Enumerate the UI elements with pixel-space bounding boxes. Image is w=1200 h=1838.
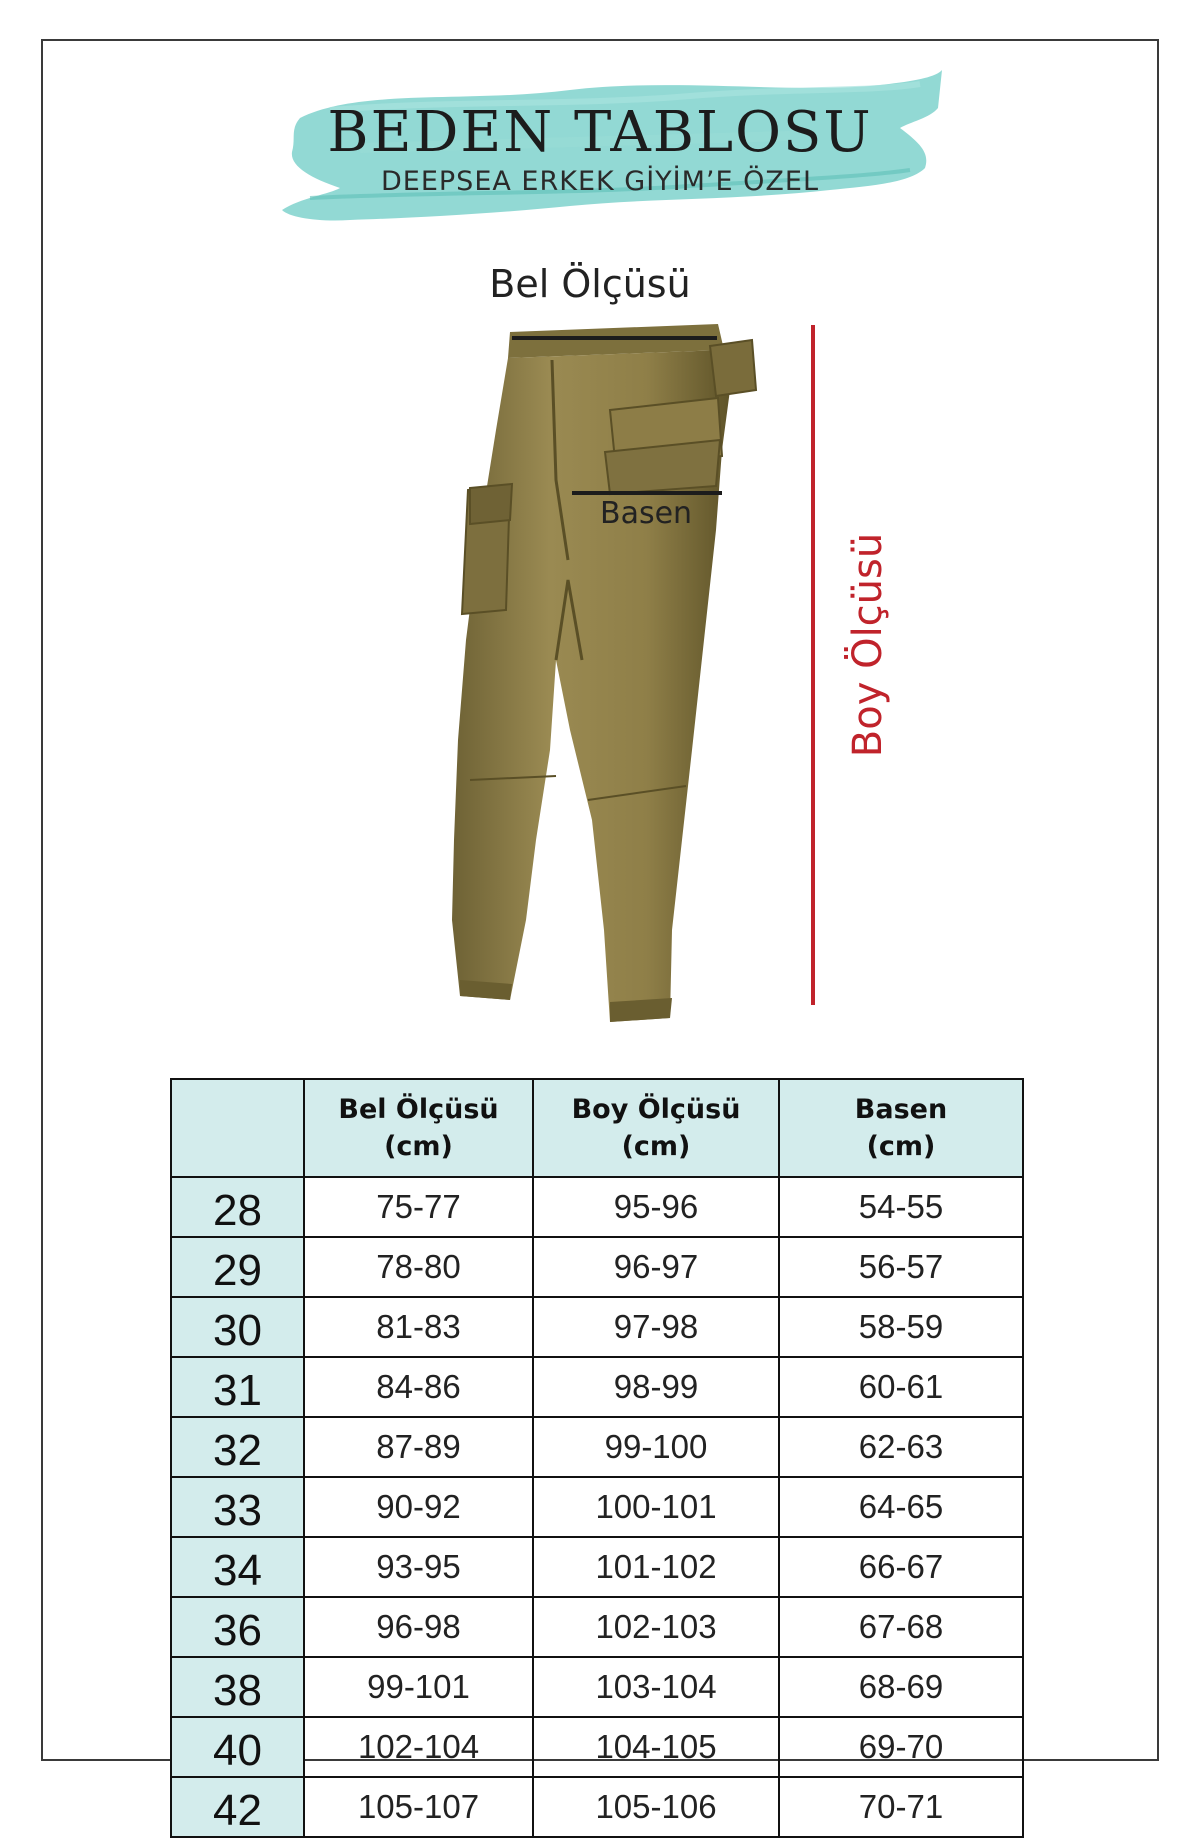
table-row bbox=[171, 1417, 1023, 1477]
hip-cell: 69-70 bbox=[779, 1717, 1023, 1777]
hip-cell: 60-61 bbox=[779, 1357, 1023, 1417]
table-row bbox=[171, 1657, 1023, 1717]
size-cell: 40 bbox=[171, 1717, 304, 1777]
waist-cell: 81-83 bbox=[304, 1297, 533, 1357]
length-cell: 98-99 bbox=[533, 1357, 779, 1417]
hip-cell: 64-65 bbox=[779, 1477, 1023, 1537]
column-header: Bel Ölçüsü (cm) bbox=[304, 1079, 533, 1177]
column-header: Boy Ölçüsü (cm) bbox=[533, 1079, 779, 1177]
waist-cell: 96-98 bbox=[304, 1597, 533, 1657]
length-measure-line bbox=[811, 325, 815, 1005]
waist-cell: 90-92 bbox=[304, 1477, 533, 1537]
hip-cell: 66-67 bbox=[779, 1537, 1023, 1597]
page-subtitle: DEEPSEA ERKEK GİYİM’E ÖZEL bbox=[380, 166, 820, 197]
hip-cell: 62-63 bbox=[779, 1417, 1023, 1477]
table-row bbox=[171, 1237, 1023, 1297]
size-cell: 42 bbox=[171, 1777, 304, 1837]
hip-cell: 58-59 bbox=[779, 1297, 1023, 1357]
length-cell: 103-104 bbox=[533, 1657, 779, 1717]
table-row bbox=[171, 1537, 1023, 1597]
hip-measure-line bbox=[572, 491, 722, 495]
length-cell: 102-103 bbox=[533, 1597, 779, 1657]
table-row bbox=[171, 1777, 1023, 1837]
length-cell: 97-98 bbox=[533, 1297, 779, 1357]
waist-cell: 75-77 bbox=[304, 1177, 533, 1237]
table-row bbox=[171, 1717, 1023, 1777]
table-row bbox=[171, 1297, 1023, 1357]
length-measure-label: Boy Ölçüsü bbox=[845, 532, 891, 758]
table-row bbox=[171, 1597, 1023, 1657]
length-cell: 105-106 bbox=[533, 1777, 779, 1837]
size-cell: 32 bbox=[171, 1417, 304, 1477]
size-column-header bbox=[171, 1079, 304, 1177]
page-title: BEDEN TABLOSU bbox=[327, 100, 873, 165]
length-cell: 99-100 bbox=[533, 1417, 779, 1477]
table-row bbox=[171, 1477, 1023, 1537]
waist-cell: 78-80 bbox=[304, 1237, 533, 1297]
size-cell: 34 bbox=[171, 1537, 304, 1597]
hip-cell: 56-57 bbox=[779, 1237, 1023, 1297]
hip-cell: 70-71 bbox=[779, 1777, 1023, 1837]
size-cell: 33 bbox=[171, 1477, 304, 1537]
waist-measure-label: Bel Ölçüsü bbox=[489, 262, 691, 306]
table-row bbox=[171, 1357, 1023, 1417]
hip-cell: 67-68 bbox=[779, 1597, 1023, 1657]
length-cell: 101-102 bbox=[533, 1537, 779, 1597]
waist-cell: 87-89 bbox=[304, 1417, 533, 1477]
waist-cell: 105-107 bbox=[304, 1777, 533, 1837]
waist-cell: 93-95 bbox=[304, 1537, 533, 1597]
column-header: Basen (cm) bbox=[779, 1079, 1023, 1177]
hip-measure-label: Basen bbox=[600, 496, 693, 531]
waist-cell: 84-86 bbox=[304, 1357, 533, 1417]
hip-cell: 68-69 bbox=[779, 1657, 1023, 1717]
cargo-pants-image bbox=[320, 280, 780, 1040]
length-cell: 104-105 bbox=[533, 1717, 779, 1777]
size-cell: 30 bbox=[171, 1297, 304, 1357]
size-cell: 28 bbox=[171, 1177, 304, 1237]
table-row bbox=[171, 1177, 1023, 1237]
size-cell: 38 bbox=[171, 1657, 304, 1717]
size-cell: 31 bbox=[171, 1357, 304, 1417]
waist-measure-line bbox=[512, 336, 717, 340]
hip-cell: 54-55 bbox=[779, 1177, 1023, 1237]
table-header-row bbox=[171, 1079, 1023, 1177]
size-cell: 36 bbox=[171, 1597, 304, 1657]
length-cell: 95-96 bbox=[533, 1177, 779, 1237]
waist-cell: 99-101 bbox=[304, 1657, 533, 1717]
size-chart-table bbox=[170, 1078, 1024, 1838]
length-cell: 100-101 bbox=[533, 1477, 779, 1537]
length-cell: 96-97 bbox=[533, 1237, 779, 1297]
waist-cell: 102-104 bbox=[304, 1717, 533, 1777]
size-cell: 29 bbox=[171, 1237, 304, 1297]
